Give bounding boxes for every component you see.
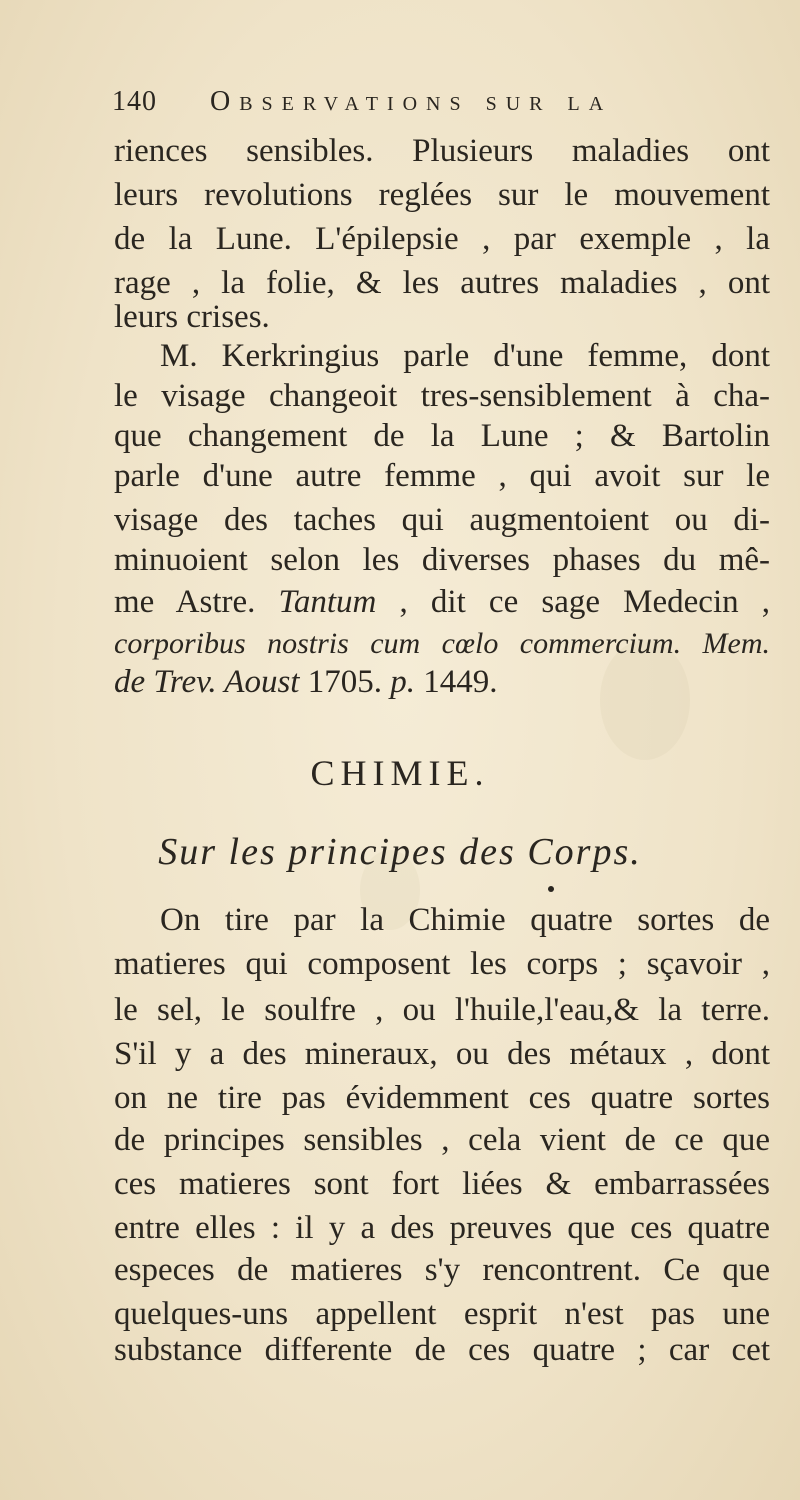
text-line: parle d'une autre femme , qui avoit sur le bbox=[114, 458, 770, 494]
text-line: le sel, le soulfre , ou l'huile,l'eau,& la terre. bbox=[114, 992, 770, 1028]
text-line: leurs crises. bbox=[114, 299, 270, 335]
latin-quote-line: corporibus nostris cum cœlo commercium. Mem. bbox=[114, 627, 770, 660]
text-span: me Astre. bbox=[114, 584, 256, 620]
text-line: ces matieres sont fort liées & embarrassées bbox=[114, 1166, 770, 1202]
text-line: on ne tire pas évidemment ces quatre sortes bbox=[114, 1080, 770, 1116]
citation-source: de Trev. Aoust bbox=[114, 664, 300, 700]
text-line: entre elles : il y a des preuves que ces quatre bbox=[114, 1210, 770, 1246]
section-heading: CHIMIE. bbox=[310, 753, 490, 793]
text-line bbox=[114, 582, 770, 622]
text-line: especes de matieres s'y rencontrent. Ce que bbox=[114, 1252, 770, 1288]
text-line: leurs revolutions reglées sur le mouvement bbox=[114, 177, 770, 213]
text-line: de principes sensibles , cela vient de ce que bbox=[114, 1122, 770, 1158]
citation-year: 1705. bbox=[307, 664, 382, 700]
text-line: que changement de la Lune ; & Bartolin bbox=[114, 418, 770, 454]
text-line: minuoient selon les diverses phases du mê- bbox=[114, 542, 770, 578]
running-header bbox=[112, 86, 712, 126]
ornament-dot bbox=[548, 886, 554, 892]
citation-page-label: p. bbox=[390, 664, 415, 700]
text-line: S'il y a des mineraux, ou des métaux , dont bbox=[114, 1036, 770, 1072]
section-subheading: Sur les principes des Corps. bbox=[158, 831, 642, 873]
text-line: M. Kerkringius parle d'une femme, dont bbox=[160, 338, 770, 374]
text-line: rage , la folie, & les autres maladies , ont bbox=[114, 265, 770, 301]
page-number: 140 bbox=[112, 86, 157, 117]
text-line: quelques-uns appellent esprit n'est pas une bbox=[114, 1296, 770, 1332]
text-line: de la Lune. L'épilepsie , par exemple , la bbox=[114, 221, 770, 257]
text-line: visage des taches qui augmentoient ou di- bbox=[114, 502, 770, 538]
text-line: riences sensibles. Plusieurs maladies ont bbox=[114, 133, 770, 169]
text-span: , dit ce sage Medecin , bbox=[399, 584, 771, 620]
citation-page: 1449. bbox=[423, 664, 498, 700]
text-line: On tire par la Chimie quatre sortes de bbox=[160, 902, 770, 938]
latin-quote: Tantum bbox=[278, 584, 377, 620]
running-title: Observations sur la bbox=[210, 86, 613, 117]
text-line bbox=[114, 662, 770, 702]
text-line: le visage changeoit tres-sensiblement à cha- bbox=[114, 378, 770, 414]
text-line: substance differente de ces quatre ; car cet bbox=[114, 1332, 770, 1368]
text-line: matieres qui composent les corps ; sçavoir , bbox=[114, 946, 770, 982]
